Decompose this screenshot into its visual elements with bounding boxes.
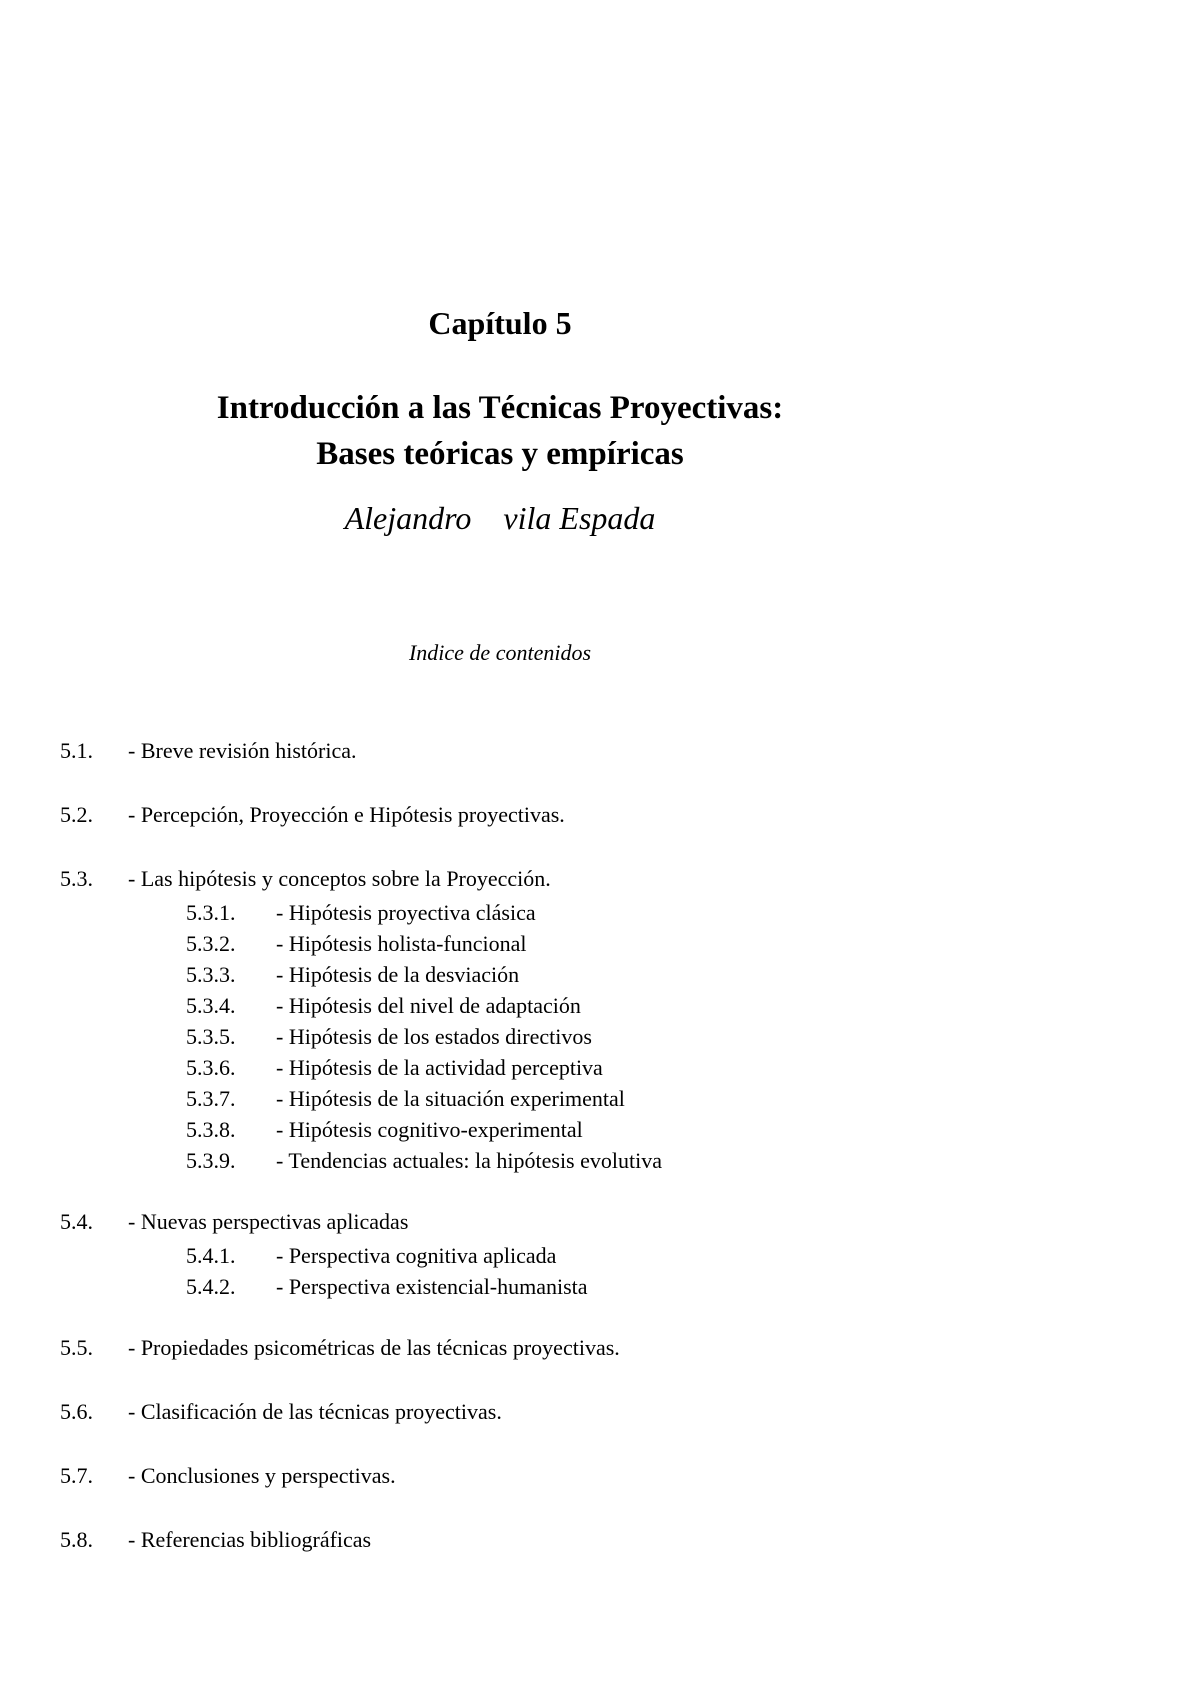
toc-entry-number: 5.8. xyxy=(60,1527,93,1552)
toc-subentry-number: 5.4.1. xyxy=(186,1243,236,1268)
table-of-contents xyxy=(60,738,1060,1591)
toc-subentry-label: - Hipótesis de los estados directivos xyxy=(276,1024,592,1049)
toc-entry-number: 5.1. xyxy=(60,738,93,763)
chapter-number: Capítulo 5 xyxy=(428,305,572,341)
toc-entry-number: 5.7. xyxy=(60,1463,93,1488)
toc-subentry-label: - Hipótesis proyectiva clásica xyxy=(276,900,536,925)
toc-entry xyxy=(60,1399,1060,1433)
toc-subentry-label: - Perspectiva existencial-humanista xyxy=(276,1274,588,1299)
toc-section xyxy=(60,1209,1060,1305)
toc-subentry xyxy=(186,1148,1060,1179)
toc-subentry-number: 5.3.6. xyxy=(186,1055,236,1080)
toc-section xyxy=(60,1335,1060,1369)
toc-entry-label: - Nuevas perspectivas aplicadas xyxy=(128,1209,409,1234)
toc-entry xyxy=(60,1527,1060,1561)
toc-entry-label: - Las hipótesis y conceptos sobre la Proyección. xyxy=(128,866,551,891)
toc-entry-label: - Propiedades psicométricas de las técnicas proyectivas. xyxy=(128,1335,620,1360)
toc-entry-label: - Percepción, Proyección e Hipótesis proyectivas. xyxy=(128,802,565,827)
toc-subentry-number: 5.3.2. xyxy=(186,931,236,956)
toc-subsection-list xyxy=(60,1243,1060,1305)
toc-subentry-number: 5.3.4. xyxy=(186,993,236,1018)
toc-section xyxy=(60,802,1060,836)
toc-section xyxy=(60,1463,1060,1497)
toc-subentry-label: - Hipótesis holista-funcional xyxy=(276,931,527,956)
toc-subentry-label: - Hipótesis de la actividad perceptiva xyxy=(276,1055,603,1080)
toc-section xyxy=(60,1527,1060,1561)
toc-subentry xyxy=(186,993,1060,1024)
toc-entry-label: - Clasificación de las técnicas proyectivas. xyxy=(128,1399,502,1424)
toc-subentry xyxy=(186,1024,1060,1055)
toc-entry-label: - Referencias bibliográficas xyxy=(128,1527,372,1552)
toc-entry xyxy=(60,866,1060,900)
toc-entry xyxy=(60,1335,1060,1369)
toc-subentry-number: 5.3.5. xyxy=(186,1024,236,1049)
toc-heading: Indice de contenidos xyxy=(408,640,592,665)
toc-subentry-label: - Hipótesis del nivel de adaptación xyxy=(276,993,581,1018)
toc-subentry-label: - Perspectiva cognitiva aplicada xyxy=(276,1243,557,1268)
toc-subentry-label: - Tendencias actuales: la hipótesis evolutiva xyxy=(276,1148,662,1173)
toc-subentry xyxy=(186,931,1060,962)
toc-entry-label: - Conclusiones y perspectivas. xyxy=(128,1463,396,1488)
toc-entry-number: 5.6. xyxy=(60,1399,93,1424)
toc-section xyxy=(60,866,1060,1179)
chapter-title-line-2: Bases teóricas y empíricas xyxy=(316,436,684,472)
toc-subentry-label: - Hipótesis cognitivo-experimental xyxy=(276,1117,583,1142)
toc-entry-number: 5.2. xyxy=(60,802,93,827)
toc-section xyxy=(60,738,1060,772)
chapter-title-line-1: Introducción a las Técnicas Proyectivas: xyxy=(216,390,784,426)
toc-subentry xyxy=(186,962,1060,993)
toc-entry-number: 5.3. xyxy=(60,866,93,891)
toc-section xyxy=(60,1399,1060,1433)
toc-entry-number: 5.5. xyxy=(60,1335,93,1360)
toc-subentry-number: 5.3.3. xyxy=(186,962,236,987)
toc-subentry xyxy=(186,1086,1060,1117)
toc-subentry xyxy=(186,900,1060,931)
toc-subentry-label: - Hipótesis de la situación experimental xyxy=(276,1086,625,1111)
toc-entry xyxy=(60,802,1060,836)
toc-entry xyxy=(60,1463,1060,1497)
toc-entry-label: - Breve revisión histórica. xyxy=(128,738,357,763)
toc-subentry xyxy=(186,1117,1060,1148)
author-name: Alejandro vila Espada xyxy=(344,500,656,536)
toc-entry xyxy=(60,738,1060,772)
toc-subentry-label: - Hipótesis de la desviación xyxy=(276,962,520,987)
toc-entry-number: 5.4. xyxy=(60,1209,93,1234)
toc-subentry-number: 5.3.9. xyxy=(186,1148,236,1173)
toc-subentry xyxy=(186,1243,1060,1274)
toc-subentry-number: 5.3.1. xyxy=(186,900,236,925)
toc-subentry-number: 5.3.8. xyxy=(186,1117,236,1142)
toc-subentry-number: 5.4.2. xyxy=(186,1274,236,1299)
toc-subentry xyxy=(186,1055,1060,1086)
toc-subentry xyxy=(186,1274,1060,1305)
chapter-title xyxy=(0,385,1000,477)
toc-subentry-number: 5.3.7. xyxy=(186,1086,236,1111)
toc-subsection-list xyxy=(60,900,1060,1179)
toc-entry xyxy=(60,1209,1060,1243)
